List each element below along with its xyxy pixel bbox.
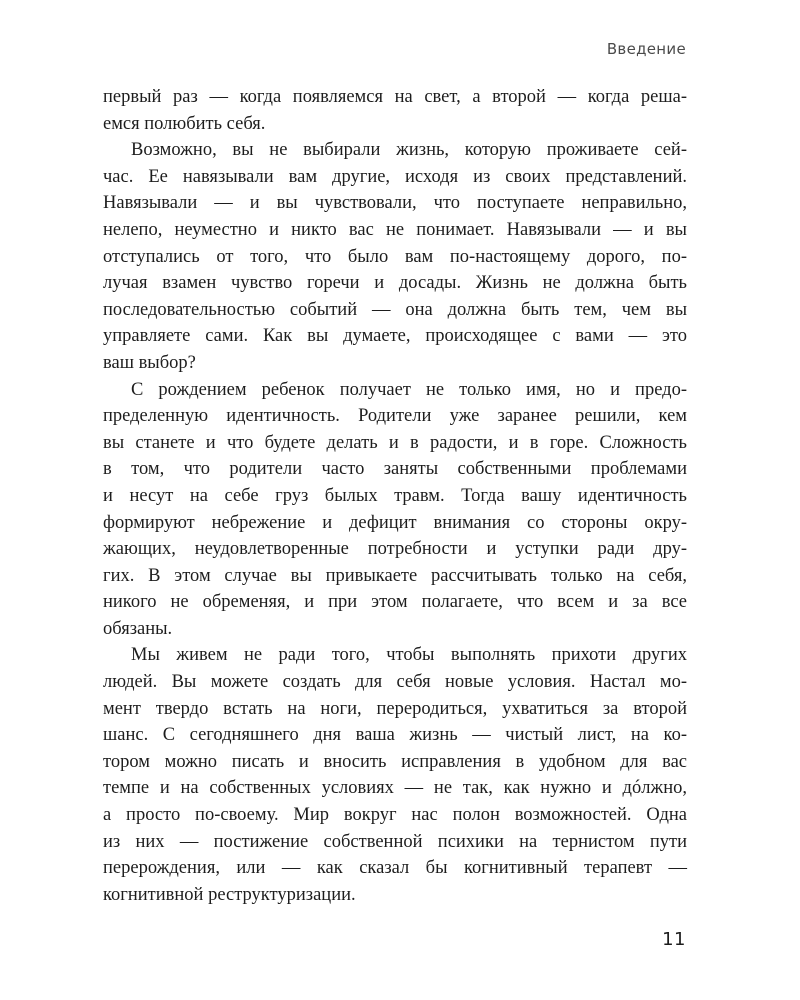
- text-line: отступались от того, что было вам по-настоящему дорого, по-: [103, 246, 687, 267]
- running-header: Введение: [606, 40, 686, 58]
- text-line: первый раз — когда появляемся на свет, а второй — когда реша-: [103, 87, 687, 107]
- text-line: перерождения, или — как сказал бы когнитивный терапевт —: [103, 858, 687, 879]
- text-line: людей. Вы можете создать для себя новые условия. Настал мо-: [103, 672, 687, 693]
- text-line: а просто по-своему. Мир вокруг нас полон возможностей. Одна: [103, 805, 687, 826]
- text-line: С рождением ребенок получает не только имя, но и предо-: [131, 379, 687, 400]
- text-line: час. Ее навязывали вам другие, исходя из своих представлений.: [103, 166, 687, 187]
- text-line: Возможно, вы не выбирали жизнь, которую проживаете сей-: [131, 140, 687, 161]
- paragraph: [103, 137, 687, 376]
- text-line: когнитивной реструктуризации.: [103, 884, 356, 905]
- text-line: вы станете и что будете делать и в радости, и в горе. Сложность: [103, 432, 687, 453]
- text-line: Навязывали — и вы чувствовали, что поступаете неправильно,: [103, 193, 687, 214]
- text-line: жающих, неудовлетворенные потребности и уступки ради дру-: [103, 539, 687, 560]
- text-line: формируют небрежение и дефицит внимания со стороны окру-: [103, 512, 687, 533]
- text-line: темпе и на собственных условиях — не так, как нужно и дóлжно,: [103, 778, 687, 799]
- text-line: управляете сами. Как вы думаете, происходящее с вами — это: [103, 326, 687, 347]
- text-line: последовательностью событий — она должна быть тем, чем вы: [103, 299, 687, 320]
- text-line: лучая взамен чувство горечи и досады. Жизнь не должна быть: [103, 273, 687, 294]
- paragraph: [103, 84, 687, 137]
- text-line: шанс. С сегодняшнего дня ваша жизнь — чистый лист, на ко-: [103, 725, 687, 746]
- text-line: обязаны.: [103, 618, 173, 639]
- paragraph: [103, 377, 687, 643]
- text-line: из них — постижение собственной психики на тернистом пути: [103, 831, 687, 852]
- text-line: никого не обременяя, и при этом полагаете, что всем и за все: [103, 592, 687, 613]
- text-line: мент твердо встать на ноги, переродиться, ухватиться за второй: [103, 698, 687, 719]
- text-line: ваш выбор?: [103, 352, 196, 373]
- paragraph: [103, 642, 687, 908]
- text-line: Мы живем не ради того, чтобы выполнять прихоти других: [131, 645, 687, 666]
- body-text: [103, 84, 687, 908]
- text-line: и несут на себе груз былых травм. Тогда вашу идентичность: [103, 485, 687, 506]
- text-line: емся полюбить себя.: [103, 113, 266, 134]
- page-number: 11: [662, 929, 686, 950]
- text-line: гих. В этом случае вы привыкаете рассчитывать только на себя,: [103, 565, 687, 586]
- text-line: в том, что родители часто заняты собственными проблемами: [103, 459, 687, 480]
- text-line: нелепо, неуместно и никто вас не понимает. Навязывали — и вы: [103, 219, 687, 240]
- text-line: пределенную идентичность. Родители уже заранее решили, кем: [103, 406, 687, 427]
- text-line: тором можно писать и вносить исправления в удобном для вас: [103, 751, 687, 772]
